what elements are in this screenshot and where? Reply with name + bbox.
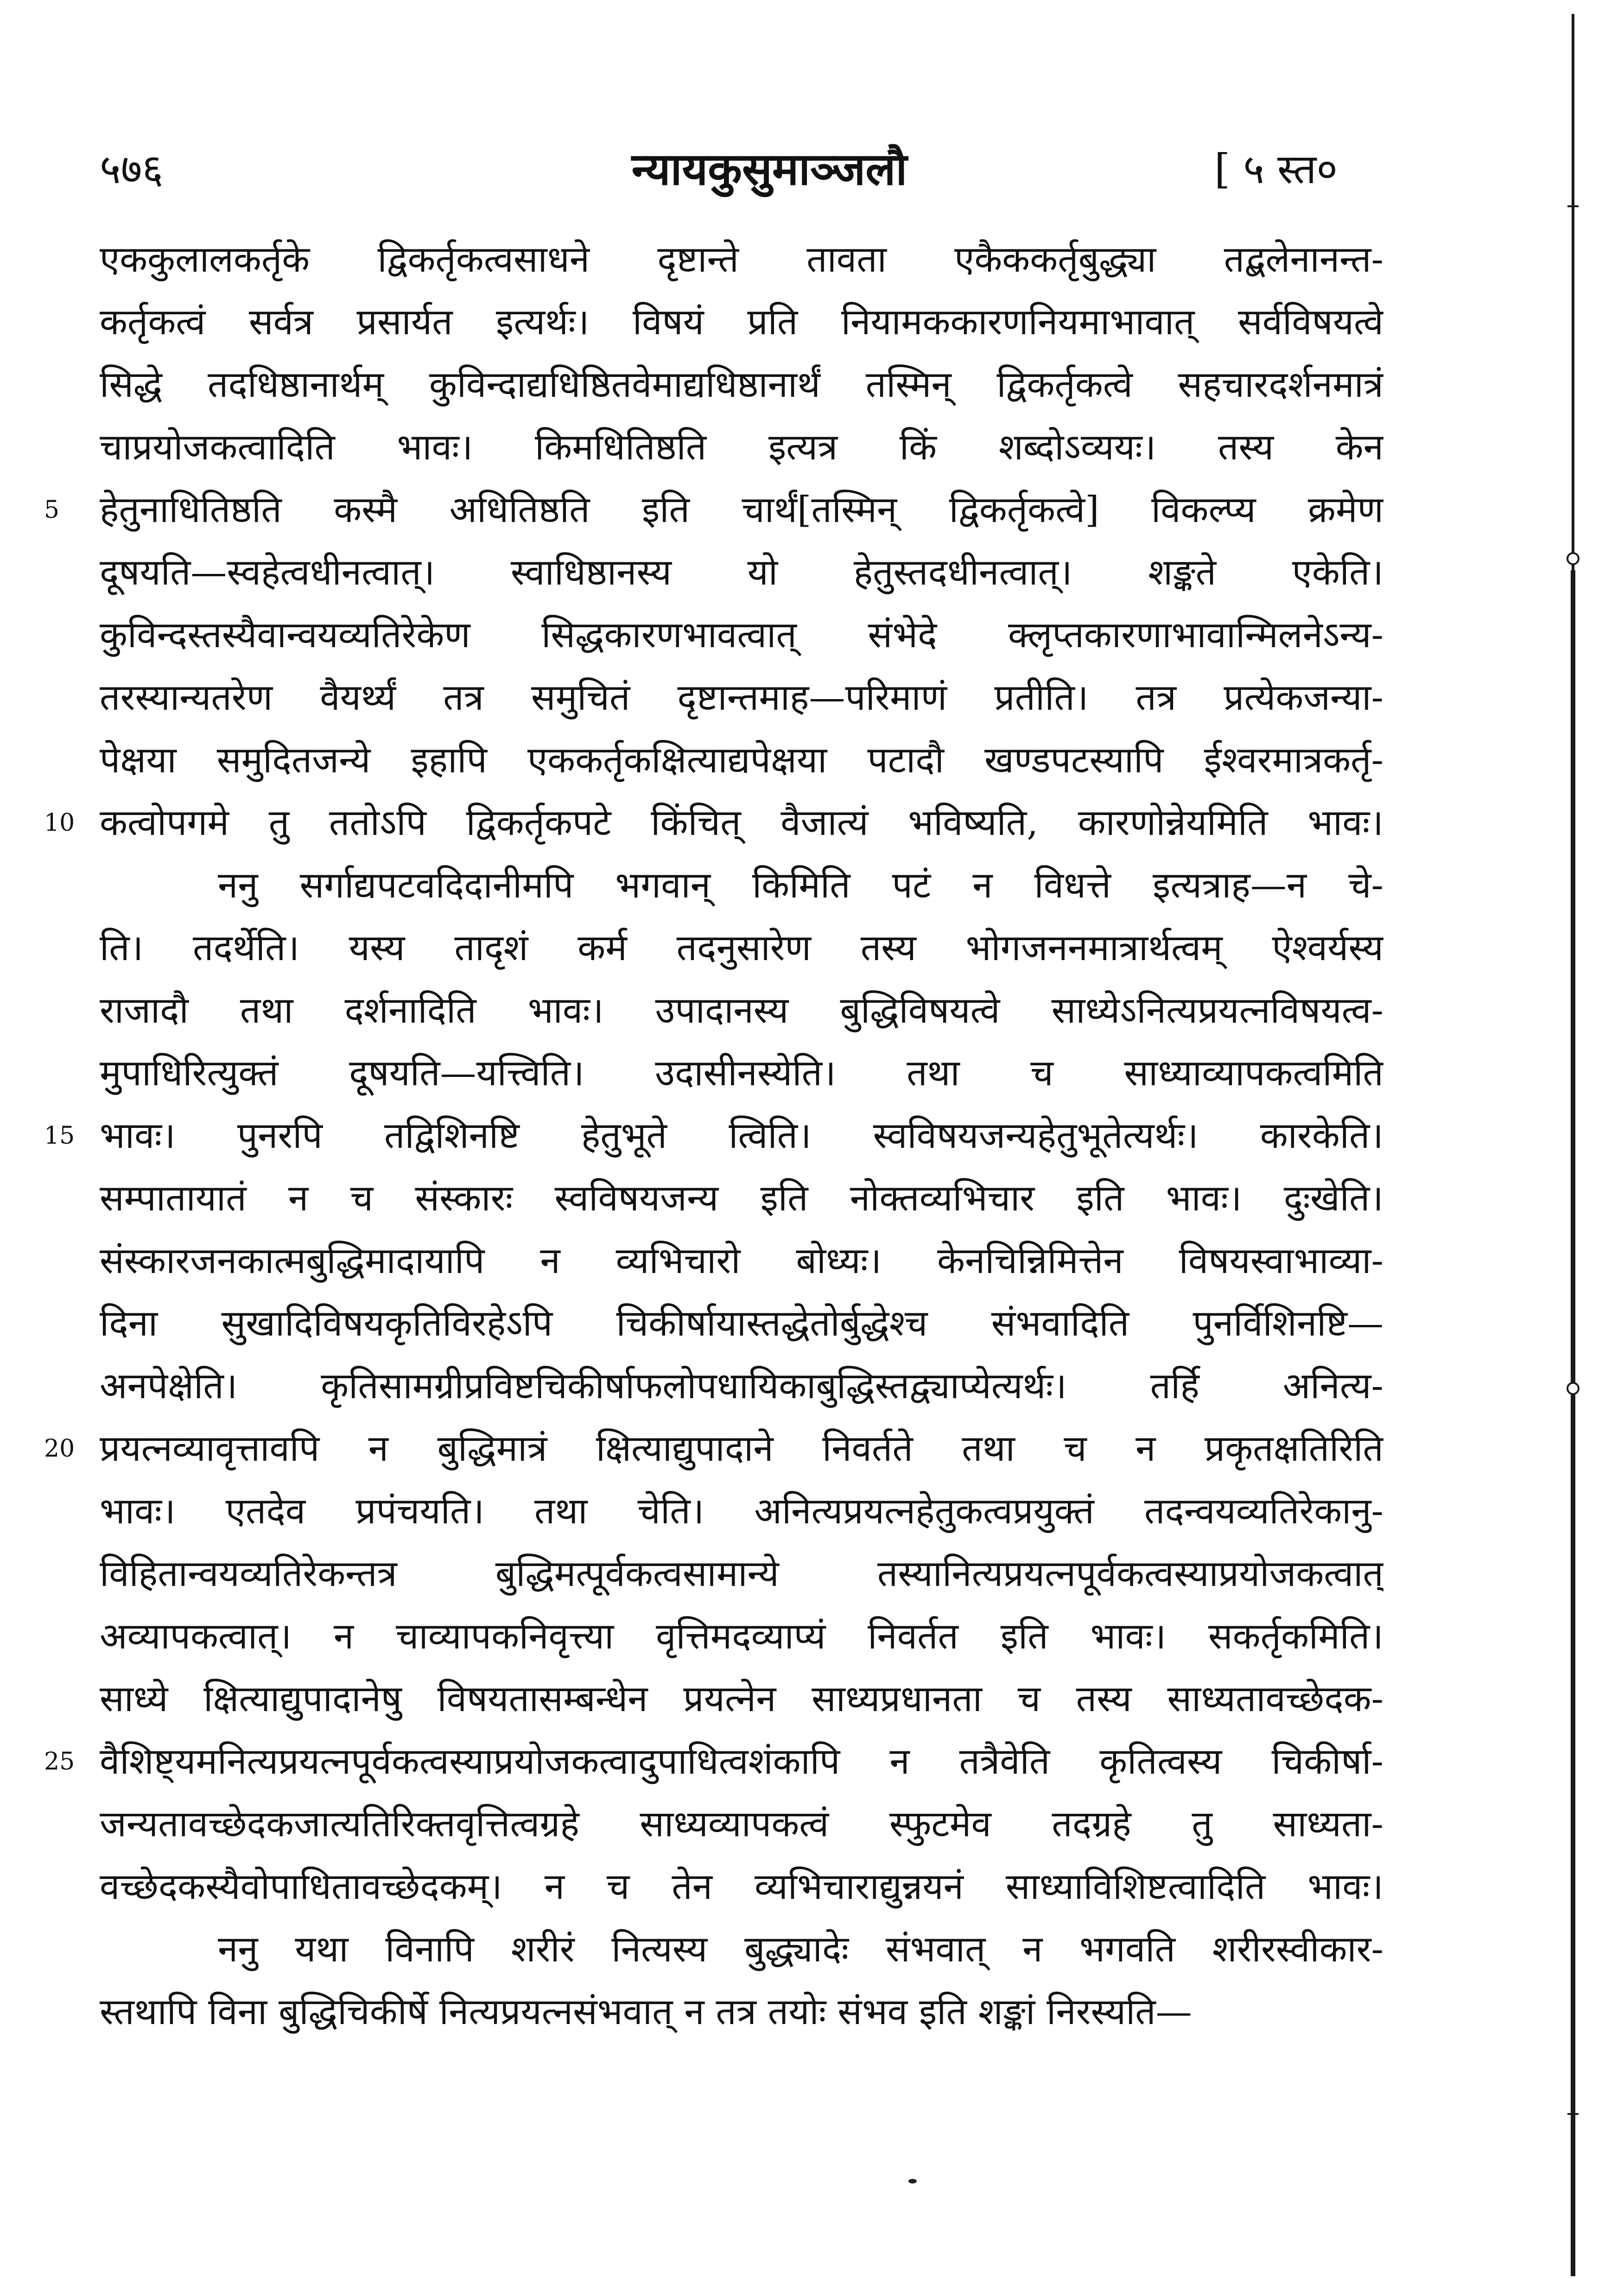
text-line-26: जन्यतावच्छेदकजात्यतिरिक्तवृत्तित्वग्रहे साध्यव्यापकत्वं स्फुटमेव तदग्रहे तु साध्यता- xyxy=(100,1803,1383,1845)
line-number-20: 20 xyxy=(44,1435,75,1463)
text-line-13: राजादौ तथा दर्शनादिति भावः। उपादानस्य बुद्धिविषयत्वे साध्येऽनित्यप्रयत्नविषयत्व- xyxy=(100,990,1383,1031)
text-line-1: एककुलालकर्तृके द्विकर्तृकत्वसाधने दृष्टान्ते तावता एकैककर्तृबुद्ध्या तद्बलेनानन्त- xyxy=(100,239,1383,280)
text-line-27: वच्छेदकस्यैवोपाधितावच्छेदकम्। न च तेन व्यभिचाराद्युन्नयनं साध्याविशिष्टत्वादिति भावः। xyxy=(100,1866,1383,1908)
text-line-7: कुविन्दस्तस्यैवान्वयव्यतिरेकेण सिद्धकारणभावत्वात् संभेदे क्लृप्तकारणाभावान्मिलनेऽन्य- xyxy=(100,614,1383,656)
text-line-8: तरस्यान्यतरेण वैयर्थ्यं तत्र समुचितं दृष्टान्तमाह—परिमाणं प्रतीति। तत्र प्रत्येकजन्या- xyxy=(100,677,1383,719)
text-line-12: ति। तदर्थेति। यस्य तादृशं कर्म तदनुसारेण तस्य भोगजननमात्रार्थत्वम् ऐश्वर्यस्य xyxy=(100,927,1383,969)
page-number: ५७६ xyxy=(100,145,164,193)
text-line-15: भावः। पुनरपि तद्विशिनष्टि हेतुभूते त्विति। स्वविषयजन्यहेतुभूतेत्यर्थः। कारकेति। xyxy=(100,1115,1383,1157)
text-line-6: दूषयति—स्वहेत्वधीनत्वात्। स्वाधिष्ठानस्य यो हेतुस्तदधीनत्वात्। शङ्कते एकेति। xyxy=(100,552,1383,593)
text-line-25: वैशिष्ट्यमनित्यप्रयत्नपूर्वकत्वस्याप्रयोजकत्वादुपाधित्वशंकापि न तत्रैवेति कृतित्वस्य चिकीर्षा- xyxy=(100,1741,1383,1782)
text-line-19: अनपेक्षेति। कृतिसामग्रीप्रविष्टचिकीर्षाफलोपधायिकाबुद्धिस्तद्व्याप्येत्यर्थः। तर्हि अनित्य- xyxy=(100,1365,1383,1407)
text-line-16: सम्पातायातं न च संस्कारः स्वविषयजन्य इति नोक्तव्यभिचार इति भावः। दुःखेति। xyxy=(100,1178,1383,1219)
binding-hole-lower xyxy=(1567,1383,1579,1394)
line-number-25: 25 xyxy=(44,1748,75,1776)
binding-hole-upper xyxy=(1567,553,1579,564)
text-line-2: कर्तृकत्वं सर्वत्र प्रसार्यत इत्यर्थः। विषयं प्रति नियामककारणनियमाभावात् सर्वविषयत्वे xyxy=(100,301,1383,343)
text-line-22: विहितान्वयव्यतिरेकन्तत्र बुद्धिमत्पूर्वकत्वसामान्ये तस्यानित्यप्रयत्नपूर्वकत्वस्याप्रयोजकत्वात् xyxy=(100,1553,1383,1595)
text-line-23: अव्यापकत्वात्। न चाव्यापकनिवृत्त्या वृत्तिमदव्याप्यं निवर्तत इति भावः। सकर्तृकमिति। xyxy=(100,1616,1383,1657)
text-line-14: मुपाधिरित्युक्तं दूषयति—यत्त्विति। उदासीनस्येति। तथा च साध्याव्यापकत्वमिति xyxy=(100,1052,1383,1094)
text-line-28: ननु यथा विनापि शरीरं नित्यस्य बुद्ध्यादेः संभवात् न भगवति शरीरस्वीकार- xyxy=(218,1929,1383,1970)
line-number-15: 15 xyxy=(44,1122,75,1150)
text-line-18: दिना सुखादिविषयकृतिविरहेऽपि चिकीर्षायास्तद्धेतोर्बुद्धेश्च संभवादिति पुनर्विशिनष्टि— xyxy=(100,1303,1383,1344)
line-number-5: 5 xyxy=(44,496,60,524)
text-line-9: पेक्षया समुदितजन्ये इहापि एककर्तृकक्षित्याद्यपेक्षया पटादौ खण्डपटस्यापि ईश्वरमात्रकर्तृ- xyxy=(100,739,1383,781)
text-line-5: हेतुनाधितिष्ठति कस्मै अधितिष्ठति इति चार्थं[तस्मिन् द्विकर्तृकत्वे] विकल्प्य क्रमेण xyxy=(100,489,1383,531)
text-line-24: साध्ये क्षित्याद्युपादानेषु विषयतासम्बन्धेन प्रयत्नेन साध्यप्रधानता च तस्य साध्यतावच्छेदक- xyxy=(100,1678,1383,1720)
text-line-11: ननु सर्गाद्यपटवदिदानीमपि भगवान् किमिति पटं न विधत्ते इत्यत्राह—न चे- xyxy=(218,865,1383,906)
text-line-17: संस्कारजनकात्मबुद्धिमादायापि न व्यभिचारो बोध्यः। केनचिन्निमित्तेन विषयस्वाभाव्या- xyxy=(100,1240,1383,1282)
running-title: न्यायकुसुमाञ्जलौ xyxy=(631,143,907,195)
section-reference: [ ५ स्त० xyxy=(1214,145,1338,193)
text-line-21: भावः। एतदेव प्रपंचयति। तथा चेति। अनित्यप्रयत्नहेतुकत्वप्रयुक्तं तदन्वयव्यतिरेकानु- xyxy=(100,1490,1383,1532)
text-line-29: स्तथापि विना बुद्धिचिकीर्षे नित्यप्रयत्नसंभवात् न तत्र तयोः संभव इति शङ्कां निरस्यति— xyxy=(100,1991,1192,2033)
text-line-10: कत्वोपगमे तु ततोऽपि द्विकर्तृकपटे किंचित् वैजात्यं भविष्यति, कारणोन्नेयमिति भावः। xyxy=(100,802,1383,844)
text-line-20: प्रयत्नव्यावृत्तावपि न बुद्धिमात्रं क्षित्याद्युपादाने निवर्तते तथा च न प्रकृतक्षतिरिति xyxy=(100,1428,1383,1470)
page-binding-edge xyxy=(1567,14,1580,2276)
line-number-10: 10 xyxy=(44,809,75,837)
text-line-3: सिद्धे तदधिष्ठानार्थम् कुविन्दाद्यधिष्ठितवेमाद्यधिष्ठानार्थं तस्मिन् द्विकर्तृकत्वे सहचारदर्शनमात्रं xyxy=(100,364,1383,406)
print-speck xyxy=(908,2179,917,2184)
text-line-4: चाप्रयोजकत्वादिति भावः। किमधितिष्ठति इत्यत्र किं शब्दोऽव्ययः। तस्य केन xyxy=(100,427,1383,468)
